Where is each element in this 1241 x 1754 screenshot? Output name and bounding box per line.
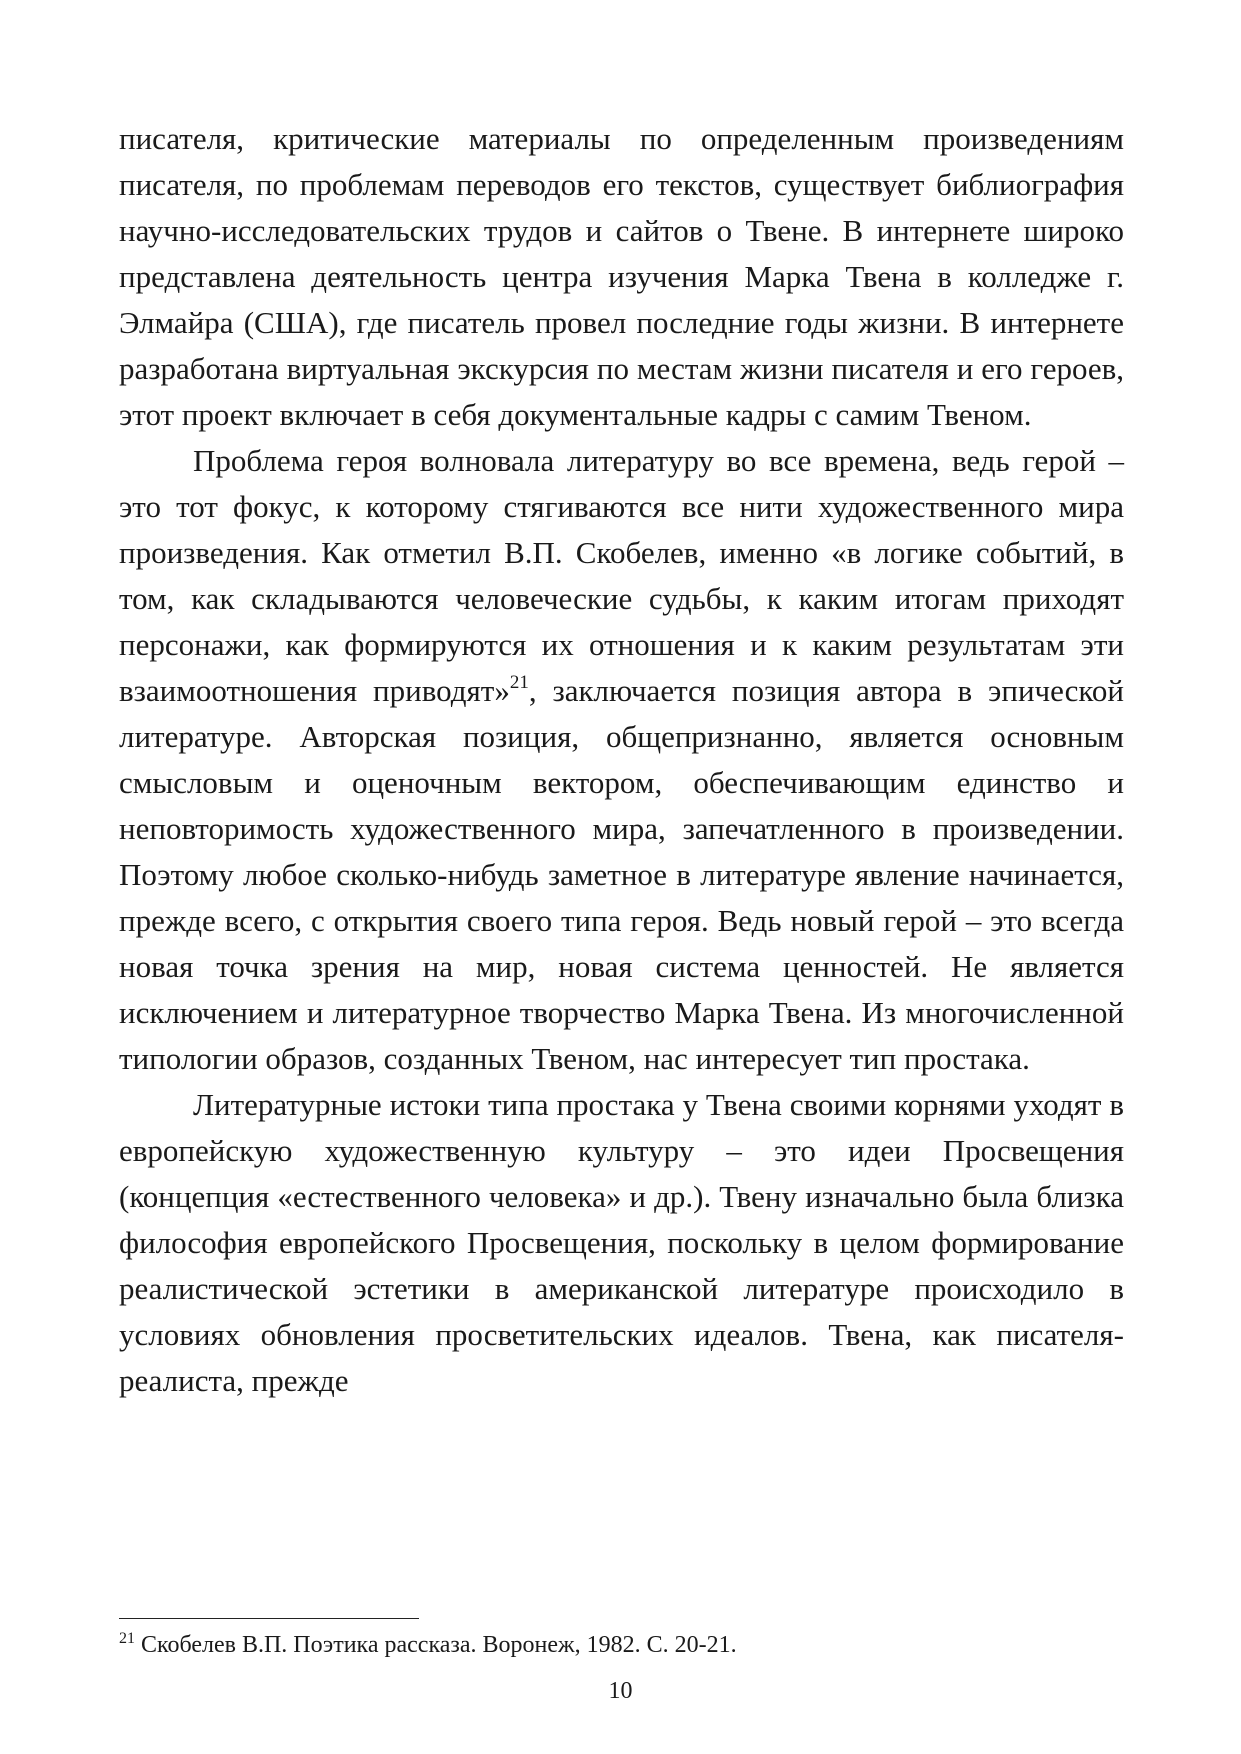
footnote-separator (119, 1618, 419, 1619)
body-text (119, 116, 1124, 1404)
paragraph-3: Литературные истоки типа простака у Твена своими корнями уходят в европейскую художественную культуру – это идеи Просвещения (концепция «естественного человека» и др.). Твену изначально была близка философия европейского Просвещения, поскольку в целом формирование реалистической эстетики в американской литературе происходило в условиях обновления просветительских идеалов. Твена, как писателя-реалиста, прежде (119, 1087, 1124, 1398)
paragraph-2 (119, 438, 1124, 1082)
footnote (119, 1630, 1124, 1660)
footnote-reference[interactable]: 21 (509, 671, 529, 693)
paragraph-2-text-before-ref: Проблема героя волновала литературу во все времена, ведь герой – это тот фокус, к которому стягиваются все нити художественного мира произведения. Как отметил В.П. Скобелев, именно «в логике событий, в том, как складываются человеческие судьбы, к каким итогам приходят персонажи, как формируются их отношения и к каким результатам эти взаимоотношения приводят» (119, 443, 1124, 708)
page-number: 10 (608, 1678, 633, 1704)
footnote-number: 21 (119, 1630, 135, 1647)
paragraph-1: писателя, критические материалы по определенным произведениям писателя, по проблемам переводов его текстов, существует библиография научно-исследовательских трудов и сайтов о Твене. В интернете широко представлена деятельность центра изучения Марка Твена в колледже г. Элмайра (США), где писатель провел последние годы жизни. В интернете разработана виртуальная экскурсия по местам жизни писателя и его героев, этот проект включает в себя документальные кадры с самим Твеном. (119, 121, 1124, 432)
footnote-text: Скобелев В.П. Поэтика рассказа. Воронеж, 1982. С. 20-21. (135, 1632, 737, 1658)
paragraph-2-text-after-ref: , заключается позиция автора в эпической литературе. Авторская позиция, общепризнанно, является основным смысловым и оценочным вектором, обеспечивающим единство и неповторимость художественного мира, запечатленного в произведении. Поэтому любое сколько-нибудь заметное в литературе явление начинается, прежде всего, с открытия своего типа героя. Ведь новый герой – это всегда новая точка зрения на мир, новая система ценностей. Не является исключением и литературное творчество Марка Твена. Из многочисленной типологии образов, созданных Твеном, нас интересует тип простака. (119, 673, 1124, 1076)
